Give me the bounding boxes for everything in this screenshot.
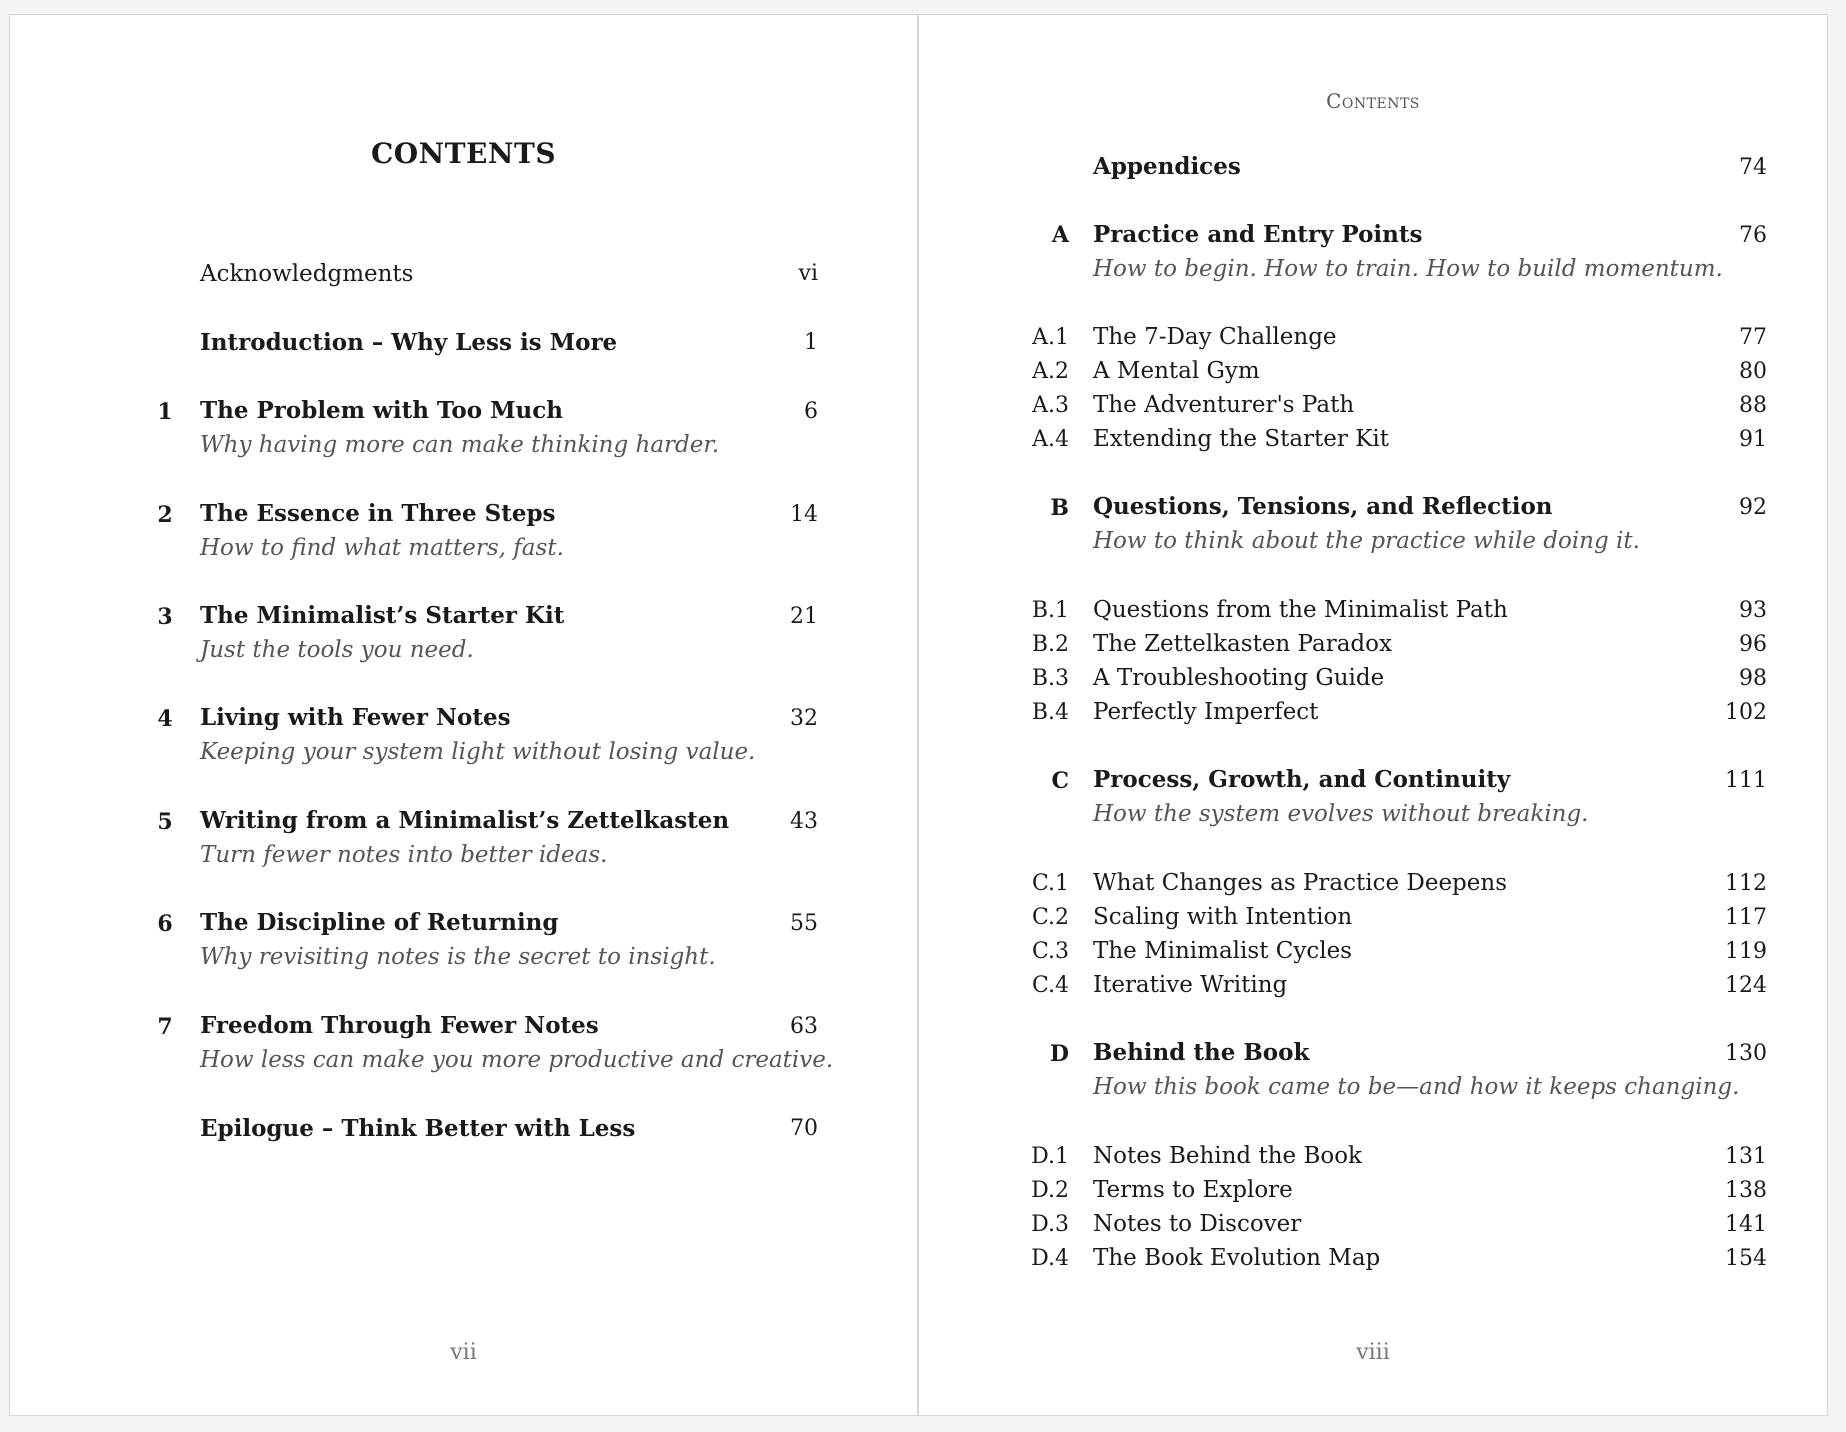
item-id: C.2 xyxy=(1031,905,1069,930)
toc-introduction[interactable]: Introduction – Why Less is More xyxy=(200,329,618,356)
item-id: B.1 xyxy=(1031,598,1069,623)
chapter-title[interactable]: Freedom Through Fewer Notes xyxy=(200,1012,599,1039)
item-id: C.1 xyxy=(1031,871,1069,896)
chapter-page: 43 xyxy=(790,809,818,834)
item-title[interactable]: Terms to Explore xyxy=(1093,1177,1293,1203)
chapter-subtitle: How less can make you more productive and creative. xyxy=(200,1047,834,1073)
appendix-page: 111 xyxy=(1725,768,1767,793)
item-page: 154 xyxy=(1725,1246,1767,1271)
chapter-number: 5 xyxy=(157,809,173,835)
chapter-title[interactable]: The Essence in Three Steps xyxy=(200,500,556,527)
chapter-subtitle: Why revisiting notes is the secret to insight. xyxy=(200,944,716,970)
chapter-page: 32 xyxy=(790,706,818,731)
chapter-subtitle: Turn fewer notes into better ideas. xyxy=(200,842,608,868)
chapter-title[interactable]: The Problem with Too Much xyxy=(200,397,563,424)
item-page: 141 xyxy=(1725,1212,1767,1237)
appendix-subtitle: How to begin. How to train. How to build momentum. xyxy=(1093,256,1723,282)
item-title[interactable]: A Mental Gym xyxy=(1093,358,1260,384)
chapter-number: 1 xyxy=(157,399,173,425)
item-title[interactable]: Iterative Writing xyxy=(1093,972,1288,998)
item-page: 112 xyxy=(1725,871,1767,896)
item-page: 80 xyxy=(1739,359,1767,384)
chapter-page: 6 xyxy=(804,399,818,424)
item-page: 98 xyxy=(1739,666,1767,691)
chapter-subtitle: Keeping your system light without losing value. xyxy=(200,739,756,765)
item-title[interactable]: Notes Behind the Book xyxy=(1093,1143,1362,1169)
toc-acknowledgments[interactable]: Acknowledgments xyxy=(200,261,414,287)
item-id: A.1 xyxy=(1032,325,1069,350)
item-title[interactable]: Scaling with Intention xyxy=(1093,904,1353,930)
item-page: 119 xyxy=(1725,939,1767,964)
chapter-title[interactable]: Writing from a Minimalist’s Zettelkasten xyxy=(200,807,730,834)
item-title[interactable]: What Changes as Practice Deepens xyxy=(1093,870,1508,896)
item-id: D.4 xyxy=(1031,1246,1069,1271)
item-title[interactable]: A Troubleshooting Guide xyxy=(1093,665,1385,691)
toc-appendices[interactable]: Appendices xyxy=(1093,153,1241,180)
chapter-subtitle: How to find what matters, fast. xyxy=(200,535,564,561)
page-number: vii xyxy=(450,1340,477,1365)
chapter-page: 14 xyxy=(790,502,818,527)
item-title[interactable]: The Minimalist Cycles xyxy=(1093,938,1352,964)
item-id: D.2 xyxy=(1031,1178,1069,1203)
toc-epilogue[interactable]: Epilogue – Think Better with Less xyxy=(200,1115,636,1142)
item-id: C.4 xyxy=(1031,973,1069,998)
appendix-page: 92 xyxy=(1739,495,1767,520)
chapter-title[interactable]: The Minimalist’s Starter Kit xyxy=(200,602,565,629)
appendix-letter: B xyxy=(1050,495,1069,521)
item-page: 88 xyxy=(1739,393,1767,418)
appendix-subtitle: How this book came to be—and how it keeps changing. xyxy=(1093,1074,1740,1100)
item-page: 91 xyxy=(1739,427,1767,452)
appendix-title[interactable]: Questions, Tensions, and Reflection xyxy=(1093,493,1553,520)
item-page: 93 xyxy=(1739,598,1767,623)
item-title[interactable]: Notes to Discover xyxy=(1093,1211,1302,1237)
item-id: C.3 xyxy=(1031,939,1069,964)
appendix-subtitle: How the system evolves without breaking. xyxy=(1093,801,1589,827)
appendix-subtitle: How to think about the practice while doing it. xyxy=(1093,528,1640,554)
chapter-number: 2 xyxy=(157,502,173,528)
chapter-number: 4 xyxy=(157,706,173,732)
appendix-page: 130 xyxy=(1725,1041,1767,1066)
toc-appendices-page: 74 xyxy=(1739,155,1767,180)
appendix-title[interactable]: Practice and Entry Points xyxy=(1093,221,1423,248)
toc-acknowledgments-page: vi xyxy=(798,261,818,286)
appendix-letter: D xyxy=(1049,1041,1069,1067)
item-title[interactable]: Extending the Starter Kit xyxy=(1093,426,1389,452)
chapter-page: 55 xyxy=(790,911,818,936)
item-page: 138 xyxy=(1725,1178,1767,1203)
item-title[interactable]: Questions from the Minimalist Path xyxy=(1093,597,1508,623)
item-title[interactable]: The Adventurer's Path xyxy=(1093,392,1355,418)
appendix-title[interactable]: Behind the Book xyxy=(1093,1039,1310,1066)
item-title[interactable]: The Zettelkasten Paradox xyxy=(1093,631,1392,657)
running-head: Contents xyxy=(1326,89,1420,113)
item-id: D.3 xyxy=(1031,1212,1069,1237)
item-title[interactable]: Perfectly Imperfect xyxy=(1093,699,1319,725)
chapter-page: 63 xyxy=(790,1014,818,1039)
item-title[interactable]: The 7-Day Challenge xyxy=(1093,324,1337,350)
left-page xyxy=(9,14,918,1416)
item-id: B.3 xyxy=(1031,666,1069,691)
chapter-subtitle: Just the tools you need. xyxy=(200,637,474,663)
appendix-letter: A xyxy=(1051,222,1069,248)
appendix-letter: C xyxy=(1051,768,1069,794)
right-page xyxy=(918,14,1828,1416)
contents-title: CONTENTS xyxy=(370,137,557,170)
chapter-subtitle: Why having more can make thinking harder. xyxy=(200,432,720,458)
item-page: 77 xyxy=(1739,325,1767,350)
item-id: D.1 xyxy=(1031,1144,1069,1169)
item-id: B.4 xyxy=(1031,700,1069,725)
chapter-number: 7 xyxy=(157,1014,173,1040)
chapter-number: 3 xyxy=(157,604,173,630)
item-id: A.4 xyxy=(1032,427,1069,452)
item-id: A.3 xyxy=(1032,393,1069,418)
appendix-title[interactable]: Process, Growth, and Continuity xyxy=(1093,766,1511,793)
item-id: A.2 xyxy=(1032,359,1069,384)
item-page: 131 xyxy=(1725,1144,1767,1169)
page-number: viii xyxy=(1356,1340,1390,1365)
item-page: 124 xyxy=(1725,973,1767,998)
item-page: 102 xyxy=(1725,700,1767,725)
item-page: 117 xyxy=(1725,905,1767,930)
item-id: B.2 xyxy=(1031,632,1069,657)
item-page: 96 xyxy=(1739,632,1767,657)
toc-epilogue-page: 70 xyxy=(790,1116,818,1141)
chapter-number: 6 xyxy=(157,911,173,937)
item-title[interactable]: The Book Evolution Map xyxy=(1093,1245,1381,1271)
toc-introduction-page: 1 xyxy=(804,330,818,355)
chapter-title[interactable]: Living with Fewer Notes xyxy=(200,704,511,731)
chapter-page: 21 xyxy=(790,604,818,629)
chapter-title[interactable]: The Discipline of Returning xyxy=(200,909,559,936)
appendix-page: 76 xyxy=(1739,223,1767,248)
